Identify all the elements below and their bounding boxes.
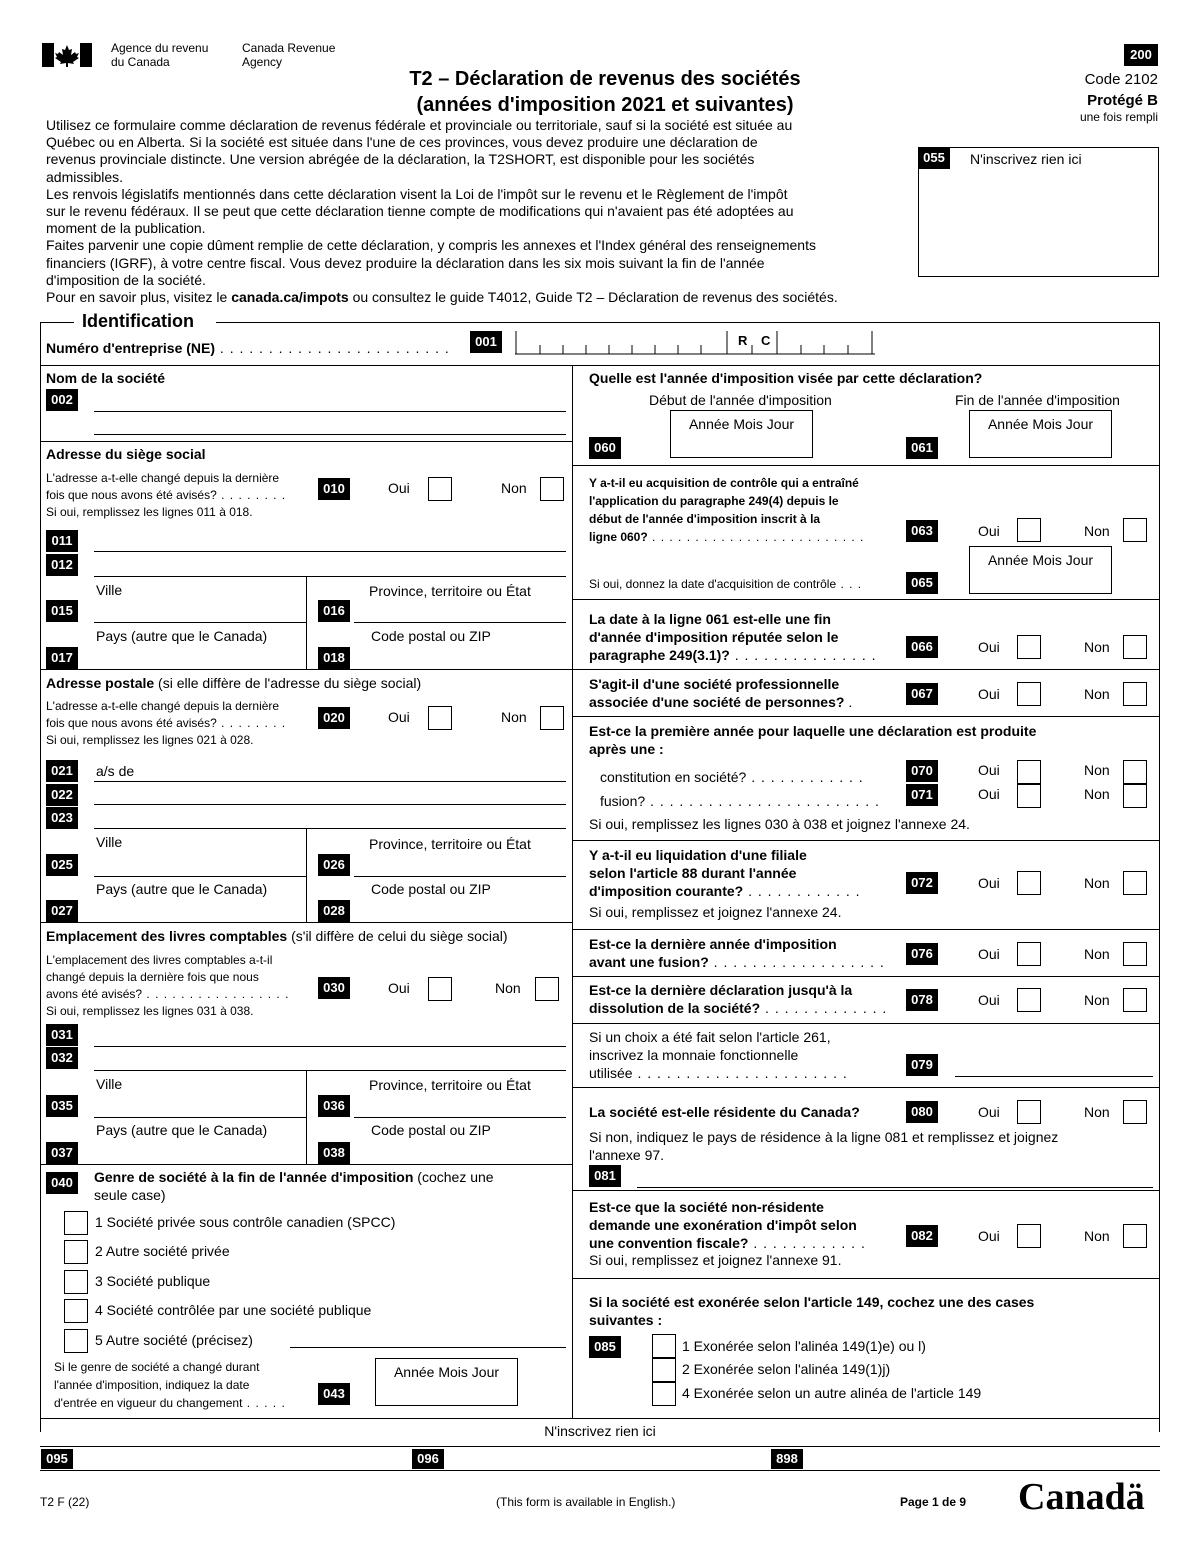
province-label-036: Province, territoire ou État bbox=[369, 1077, 531, 1093]
exempt-1-label: 1 Exonérée selon l'alinéa 149(1)e) ou l) bbox=[682, 1338, 926, 1354]
checkbox-type-5[interactable] bbox=[64, 1329, 88, 1353]
ville-label-015: Ville bbox=[96, 582, 123, 598]
line-035[interactable] bbox=[94, 1117, 306, 1118]
mailing-address-label: Adresse postale (si elle diffère de l'adresse du siège social) bbox=[46, 675, 422, 691]
books-changed-question: L'emplacement des livres comptables a-t-il changé depuis la dernière fois que nous avons été avisés? . . . . . . . . . . . . . . . . . Si oui, remplissez les lignes 031 à 038. bbox=[46, 953, 290, 1018]
line-036[interactable] bbox=[354, 1117, 566, 1118]
ne-label: Numéro d'entreprise (NE) . . . . . . . . . . . . . . . . . . . . . . . . bbox=[46, 340, 450, 356]
code-023: 023 bbox=[46, 807, 78, 829]
q070-note: Si oui, remplissez les lignes 030 à 038 et joignez l'annexe 24. bbox=[589, 816, 970, 832]
english-note: (This form is available in English.) bbox=[496, 1495, 676, 1509]
checkbox-082-oui[interactable] bbox=[1017, 1224, 1041, 1248]
oui-070-label: Oui bbox=[978, 762, 1000, 778]
oui-080-label: Oui bbox=[978, 1104, 1000, 1120]
line-011[interactable] bbox=[94, 551, 566, 552]
tax-year-question: Quelle est l'année d'imposition visée par cette déclaration? bbox=[589, 370, 983, 386]
do-not-write-label: N'inscrivez rien ici bbox=[544, 1423, 656, 1439]
head-office-label: Adresse du siège social bbox=[46, 446, 206, 462]
line-026[interactable] bbox=[354, 876, 566, 877]
non-071-label: Non bbox=[1084, 786, 1110, 802]
code-015: 015 bbox=[46, 600, 78, 622]
q070-heading: Est-ce la première année pour laquelle une déclaration est produite après une : bbox=[589, 723, 1037, 757]
oui-082-label: Oui bbox=[978, 1228, 1000, 1244]
exempt-4-label: 4 Exonérée selon un autre alinéa de l'article 149 bbox=[682, 1385, 982, 1401]
line-021[interactable] bbox=[94, 781, 566, 782]
code-010: 010 bbox=[318, 478, 350, 500]
non-010-label: Non bbox=[501, 480, 527, 496]
q080-text: La société est-elle résidente du Canada? bbox=[589, 1104, 860, 1120]
checkbox-078-non[interactable] bbox=[1123, 988, 1147, 1012]
non-080-label: Non bbox=[1084, 1104, 1110, 1120]
oui-076-label: Oui bbox=[978, 946, 1000, 962]
q071-text: fusion? . . . . . . . . . . . . . . . . . . . . . . . . bbox=[600, 793, 880, 809]
non-066-label: Non bbox=[1084, 639, 1110, 655]
form-title: T2 – Déclaration de revenus des sociétés (années d'imposition 2021 et suivantes) bbox=[409, 68, 801, 116]
code-065: 065 bbox=[906, 572, 938, 594]
checkbox-type-1[interactable] bbox=[64, 1211, 88, 1235]
code-001: 001 bbox=[470, 331, 502, 353]
type-5-label: 5 Autre société (précisez) bbox=[95, 1332, 253, 1348]
checkbox-020-non[interactable] bbox=[540, 706, 564, 730]
protected-label: Protégé B bbox=[1087, 92, 1158, 109]
checkbox-020-oui[interactable] bbox=[428, 706, 452, 730]
box-055-label: N'inscrivez rien ici bbox=[970, 151, 1082, 167]
code-898: 898 bbox=[771, 1449, 803, 1469]
code-002: 002 bbox=[46, 389, 78, 411]
company-name-line-1[interactable] bbox=[94, 411, 566, 412]
oui-020-label: Oui bbox=[388, 709, 410, 725]
code-037: 037 bbox=[46, 1142, 78, 1164]
checkbox-085-1[interactable] bbox=[652, 1334, 676, 1358]
code-071: 071 bbox=[906, 784, 938, 806]
code-036: 036 bbox=[318, 1095, 350, 1117]
checkbox-067-non[interactable] bbox=[1123, 682, 1147, 706]
company-name-line-2[interactable] bbox=[94, 434, 566, 435]
agency-name-en: Canada Revenue Agency bbox=[242, 41, 336, 70]
code-032: 032 bbox=[46, 1047, 78, 1069]
company-name-label: Nom de la société bbox=[46, 370, 166, 386]
code-016: 016 bbox=[318, 600, 350, 622]
checkbox-078-oui[interactable] bbox=[1017, 988, 1041, 1012]
line-022[interactable] bbox=[94, 804, 566, 805]
q072-text: Y a-t-il eu liquidation d'une filiale selon l'article 88 durant l'année d'imposition courante? . . . . . . . . . . . . bbox=[589, 847, 861, 899]
q080-note: Si non, indiquez le pays de résidence à la ligne 081 et remplissez et joignez l'annexe 97. bbox=[589, 1129, 1059, 1163]
checkbox-030-non[interactable] bbox=[535, 977, 559, 1001]
checkbox-010-non[interactable] bbox=[540, 477, 564, 501]
q072-note: Si oui, remplissez et joignez l'annexe 24. bbox=[589, 904, 842, 920]
code-079: 079 bbox=[906, 1054, 938, 1076]
date-065-input[interactable]: Année Mois Jour bbox=[969, 546, 1112, 594]
code-027: 027 bbox=[46, 900, 78, 922]
code-063: 063 bbox=[906, 520, 938, 542]
checkbox-063-non[interactable] bbox=[1123, 518, 1147, 542]
non-063-label: Non bbox=[1084, 523, 1110, 539]
pays-label-017: Pays (autre que le Canada) bbox=[96, 628, 268, 644]
form-code-badge: 200 bbox=[1124, 44, 1158, 66]
q066-text: La date à la ligne 061 est-elle une fin d'année d'imposition réputée selon le paragraphe 249(3.1)? . . . . . . . . . . . . . . . bbox=[589, 611, 877, 663]
q063-text: Y a-t-il eu acquisition de contrôle qui a entraîné l'application du paragraphe 249(4) depuis le début de l'année d'imposition inscrit à la ligne 060? . . . . . . . . . . . . . . . . . . . . . . . . . bbox=[589, 476, 865, 544]
type-5-specify-line[interactable] bbox=[290, 1347, 566, 1348]
q082-note: Si oui, remplissez et joignez l'annexe 91. bbox=[589, 1252, 842, 1268]
debut-label: Début de l'année d'imposition bbox=[649, 392, 832, 408]
oui-071-label: Oui bbox=[978, 786, 1000, 802]
checkbox-076-oui[interactable] bbox=[1017, 942, 1041, 966]
code-066: 066 bbox=[906, 636, 938, 658]
mailing-changed-question: L'adresse a-t-elle changé depuis la dernière fois que nous avons été avisés? . . . . . . . . Si oui, remplissez les lignes 021 à 028. bbox=[46, 699, 287, 747]
non-030-label: Non bbox=[495, 980, 521, 996]
checkbox-072-oui[interactable] bbox=[1017, 871, 1041, 895]
exempt-2-label: 2 Exonérée selon l'alinéa 149(1)j) bbox=[682, 1361, 891, 1377]
code-082: 082 bbox=[906, 1225, 938, 1247]
postal-label-018: Code postal ou ZIP bbox=[371, 628, 491, 644]
line-015[interactable] bbox=[94, 622, 306, 623]
checkbox-type-4[interactable] bbox=[64, 1299, 88, 1323]
q082-text: Est-ce que la société non-résidente demande une exonération d'impôt selon une convention fiscale? . . . . . . . . . . . . bbox=[589, 1199, 866, 1251]
canada-flag-logo bbox=[42, 43, 92, 67]
non-078-label: Non bbox=[1084, 992, 1110, 1008]
code-078: 078 bbox=[906, 989, 938, 1011]
section-identification: Identification bbox=[82, 311, 194, 331]
ville-label-025: Ville bbox=[96, 834, 123, 850]
code-055: 055 bbox=[918, 147, 950, 169]
line-023[interactable] bbox=[94, 828, 566, 829]
q065-text: Si oui, donnez la date d'acquisition de contrôle . . . bbox=[589, 577, 863, 591]
q079-text: Si un choix a été fait selon l'article 261, inscrivez la monnaie fonctionnelle utilisée . . . . . . . . . . . . . . . . . . . . . . bbox=[589, 1029, 848, 1081]
checkbox-072-non[interactable] bbox=[1123, 871, 1147, 895]
oui-072-label: Oui bbox=[978, 875, 1000, 891]
code-072: 072 bbox=[906, 872, 938, 894]
head-office-changed-question: L'adresse a-t-elle changé depuis la dernière fois que nous avons été avisés? . . . . . . . . Si oui, remplissez les lignes 011 à 018. bbox=[46, 471, 287, 519]
form-id: T2 F (22) bbox=[40, 1495, 90, 1509]
pays-label-037: Pays (autre que le Canada) bbox=[96, 1122, 268, 1138]
postal-label-038: Code postal ou ZIP bbox=[371, 1122, 491, 1138]
postal-label-028: Code postal ou ZIP bbox=[371, 881, 491, 897]
code-012: 012 bbox=[46, 554, 78, 576]
code-076: 076 bbox=[906, 943, 938, 965]
code-040: 040 bbox=[46, 1172, 78, 1194]
checkbox-076-non[interactable] bbox=[1123, 942, 1147, 966]
code-096: 096 bbox=[412, 1449, 444, 1469]
pays-label-027: Pays (autre que le Canada) bbox=[96, 881, 268, 897]
line-016[interactable] bbox=[354, 622, 566, 623]
type-2-label: 2 Autre société privée bbox=[95, 1243, 230, 1259]
checkbox-071-non[interactable] bbox=[1123, 784, 1147, 808]
checkbox-071-oui[interactable] bbox=[1017, 784, 1041, 808]
checkbox-type-2[interactable] bbox=[64, 1240, 88, 1264]
value-021: a/s de bbox=[96, 763, 135, 779]
code-031: 031 bbox=[46, 1024, 78, 1046]
checkbox-067-oui[interactable] bbox=[1017, 682, 1041, 706]
non-067-label: Non bbox=[1084, 686, 1110, 702]
canada-wordmark: Canadä bbox=[1018, 1476, 1145, 1518]
rc-r: R bbox=[738, 333, 748, 348]
type-4-label: 4 Société contrôlée par une société publique bbox=[95, 1302, 372, 1318]
non-082-label: Non bbox=[1084, 1228, 1110, 1244]
non-020-label: Non bbox=[501, 709, 527, 725]
canada-ca-link[interactable]: canada.ca/impots bbox=[231, 289, 349, 306]
ville-label-035: Ville bbox=[96, 1076, 123, 1092]
type-change-text: Si le genre de société a changé durant l'année d'imposition, indiquez la date d'entrée en vigueur du changement . . . . . bbox=[54, 1360, 286, 1410]
line-032[interactable] bbox=[94, 1070, 566, 1071]
oui-063-label: Oui bbox=[978, 523, 1000, 539]
code-028: 028 bbox=[318, 900, 350, 922]
code-061: 061 bbox=[906, 437, 938, 459]
oui-078-label: Oui bbox=[978, 992, 1000, 1008]
code-018: 018 bbox=[318, 647, 350, 669]
intro-text: Utilisez ce formulaire comme déclaration de revenus fédérale et provinciale ou territoriale, sauf si la société est située au Québec ou en Alberta. Si la société est située dans l'une de ces provinces, vous devez produire une déclaration de revenus provinciale distincte. Une version abrégée de la déclaration, la T2SHORT, est disponible pour les sociétés admissibles. Les renvois législatifs mentionnés dans cette déclaration visent la Loi de l'impôt sur le revenu et le Règlement de l'impôt sur le revenu fédéraux. Il se peut que cette déclaration tienne compte de modifications qui n'avaient pas été adoptées au moment de la publication. Faites parvenir une copie dûment remplie de cette déclaration, y compris les annexes et l'Index général des renseignements financiers (IGRF), à votre centre fiscal. Vous devez produire la déclaration dans les six mois suivant la fin de l'année d'imposition de la société. Pour en savoir plus, visitez le canada.ca/impots ou consultez le guide T4012, Guide T2 – Déclaration de revenus des sociétés. bbox=[46, 117, 838, 306]
non-072-label: Non bbox=[1084, 875, 1110, 891]
checkbox-010-oui[interactable] bbox=[428, 477, 452, 501]
code-017: 017 bbox=[46, 647, 78, 669]
province-label-016: Province, territoire ou État bbox=[369, 583, 531, 599]
code-035: 035 bbox=[46, 1095, 78, 1117]
date-043-input[interactable]: Année Mois Jour bbox=[375, 1358, 518, 1406]
code-081: 081 bbox=[589, 1165, 621, 1187]
date-060-input[interactable]: Année Mois Jour bbox=[670, 410, 813, 458]
q078-text: Est-ce la dernière déclaration jusqu'à la dissolution de la société? . . . . . . . . . . . . . bbox=[589, 982, 888, 1016]
line-025[interactable] bbox=[94, 876, 306, 877]
checkbox-080-oui[interactable] bbox=[1017, 1100, 1041, 1124]
date-061-input[interactable]: Année Mois Jour bbox=[969, 410, 1112, 458]
non-076-label: Non bbox=[1084, 946, 1110, 962]
q085-text: Si la société est exonérée selon l'article 149, cochez une des cases suivantes : bbox=[589, 1294, 1035, 1328]
checkbox-063-oui[interactable] bbox=[1017, 518, 1041, 542]
oui-066-label: Oui bbox=[978, 639, 1000, 655]
code-020: 020 bbox=[318, 707, 350, 729]
ne-input[interactable] bbox=[515, 331, 875, 355]
code-022: 022 bbox=[46, 784, 78, 806]
line-081[interactable] bbox=[637, 1187, 1153, 1188]
code-070: 070 bbox=[906, 760, 938, 782]
checkbox-066-non[interactable] bbox=[1123, 635, 1147, 659]
code-060: 060 bbox=[589, 437, 621, 459]
fin-label: Fin de l'année d'imposition bbox=[955, 392, 1120, 408]
line-012[interactable] bbox=[94, 576, 566, 577]
oui-030-label: Oui bbox=[388, 980, 410, 996]
page-number: Page 1 de 9 bbox=[900, 1495, 967, 1509]
checkbox-085-2[interactable] bbox=[652, 1358, 676, 1382]
oui-010-label: Oui bbox=[388, 480, 410, 496]
oui-067-label: Oui bbox=[978, 686, 1000, 702]
code-line: Code 2102 bbox=[1084, 71, 1158, 88]
checkbox-085-4[interactable] bbox=[652, 1382, 676, 1406]
q070-text: constitution en société? . . . . . . . . . . . . bbox=[600, 769, 864, 785]
province-label-026: Province, territoire ou État bbox=[369, 836, 531, 852]
code-043: 043 bbox=[318, 1383, 350, 1405]
checkbox-082-non[interactable] bbox=[1123, 1224, 1147, 1248]
code-011: 011 bbox=[46, 530, 78, 552]
type-1-label: 1 Société privée sous contrôle canadien (SPCC) bbox=[95, 1214, 396, 1230]
protected-sub: une fois rempli bbox=[1079, 110, 1158, 124]
code-026: 026 bbox=[318, 854, 350, 876]
code-085: 085 bbox=[589, 1336, 621, 1358]
code-025: 025 bbox=[46, 854, 78, 876]
checkbox-070-oui[interactable] bbox=[1017, 760, 1041, 784]
books-location-label: Emplacement des livres comptables (s'il diffère de celui du siège social) bbox=[46, 928, 508, 944]
code-080: 080 bbox=[906, 1101, 938, 1123]
agency-name-fr: Agence du revenu du Canada bbox=[111, 41, 209, 70]
checkbox-030-oui[interactable] bbox=[428, 977, 452, 1001]
type-3-label: 3 Société publique bbox=[95, 1273, 211, 1289]
rc-c: C bbox=[761, 333, 771, 348]
code-095: 095 bbox=[41, 1449, 73, 1469]
q076-text: Est-ce la dernière année d'imposition avant une fusion? . . . . . . . . . . . . . . . . . . bbox=[589, 936, 885, 970]
code-030: 030 bbox=[318, 977, 350, 999]
checkbox-070-non[interactable] bbox=[1123, 760, 1147, 784]
checkbox-type-3[interactable] bbox=[64, 1270, 88, 1294]
company-type-label: Genre de société à la fin de l'année d'imposition (cochez une seule case) bbox=[94, 1169, 494, 1203]
code-021: 021 bbox=[46, 760, 78, 782]
code-038: 038 bbox=[318, 1142, 350, 1164]
checkbox-066-oui[interactable] bbox=[1017, 635, 1041, 659]
code-067: 067 bbox=[906, 683, 938, 705]
line-079[interactable] bbox=[955, 1076, 1153, 1077]
q067-text: S'agit-il d'une société professionnelle associée d'une société de personnes? . bbox=[589, 676, 853, 710]
checkbox-080-non[interactable] bbox=[1123, 1100, 1147, 1124]
non-070-label: Non bbox=[1084, 762, 1110, 778]
line-031[interactable] bbox=[94, 1046, 566, 1047]
